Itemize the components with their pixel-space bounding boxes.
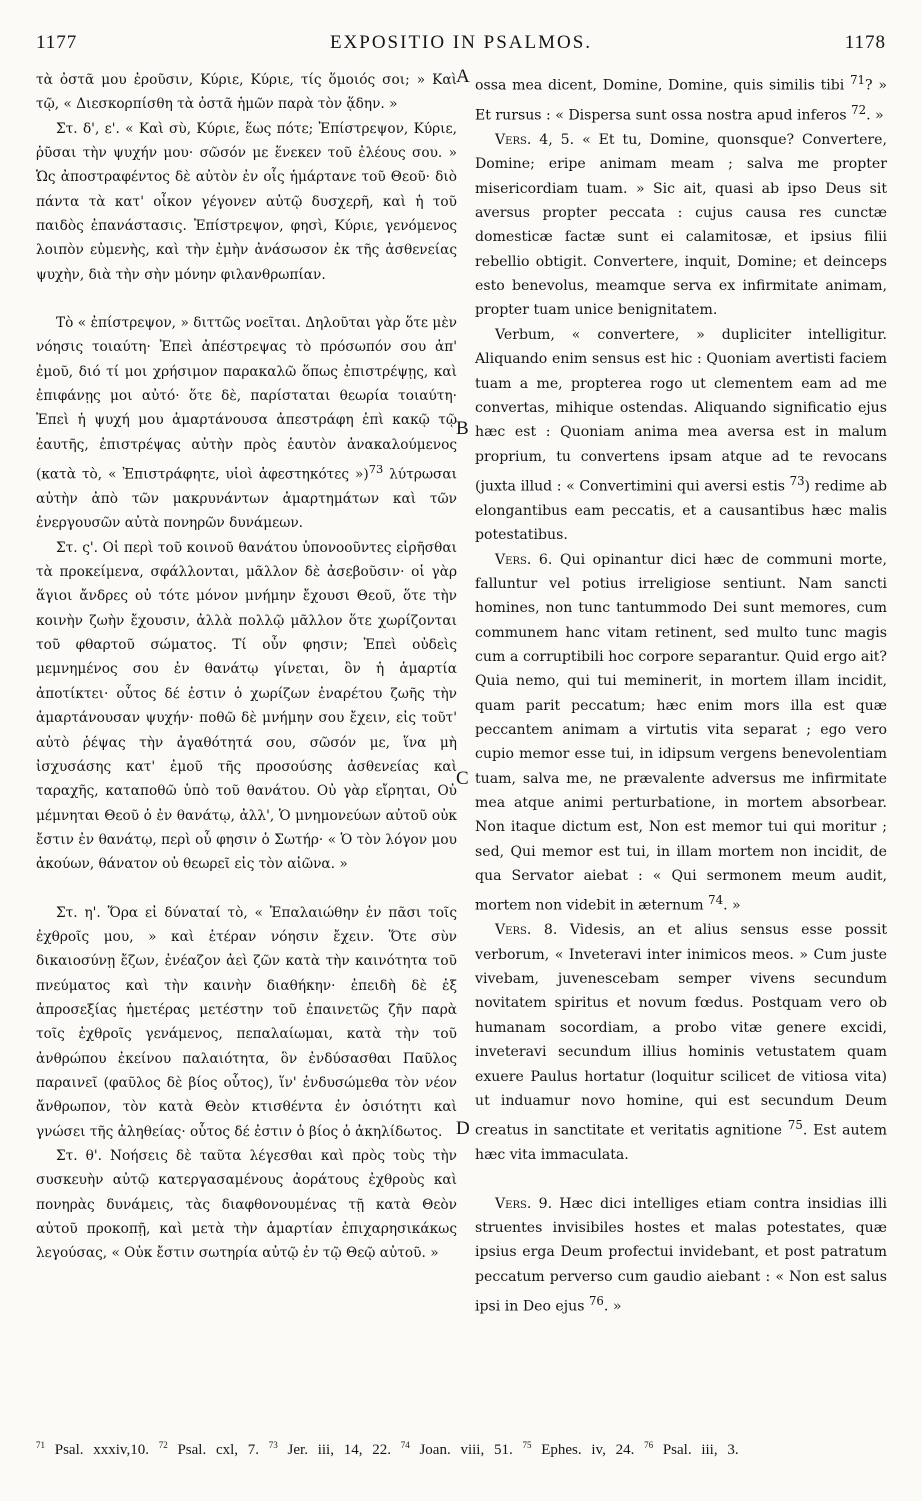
greek-paragraph (36, 311, 457, 536)
verse-label: Vers. 8. (495, 922, 558, 939)
margin-marker: B (456, 418, 469, 439)
latin-text: ? » Et rursus : « Dispersa sunt ossa nostra apud inferos (475, 77, 887, 124)
latin-text: . » (866, 107, 884, 124)
footnote-number: 72 (158, 1440, 168, 1450)
footnote-ref: 74 (708, 893, 724, 908)
latin-text: « Et tu, Domine, quonsque? Convertere, Domine; eripe animam meam ; salva me propter misericordiam tuam. » Sic ait, quasi ab ipso Deus sit aversus propter peccata : cujus causa res cunctæ domesticæ factæ sunt ei calamitosæ, et ipsius filii rebellio obtigit. Convertere, inquit, Domine; et deinceps esto benevolus, meamque serva ex infirmitate animam, propter tuam unice benignitatem. (475, 132, 887, 319)
margin-marker: A (456, 66, 470, 87)
latin-paragraph (475, 918, 887, 1167)
greek-paragraph: Στ. η'. Ὅρα εἰ δύναταί τὸ, « Ἐπαλαιώθην ἐν πᾶσι τοῖς ἐχθροῖς μου, » καὶ ἑτέραν νόησιν ἔχειν. Ὅτε σὺν δικαιοσύνῃ ἔζων, ἐνέαζον ἀεὶ ζῶν κατὰ τὴν καινότητα τοῦ πνεύματος καὶ τὴν καινὴν διαθήκην· ἐπειδὴ δὲ ἐξ ἀπροσεξίας ἡμετέρας μετέστην τοῦ ἐπαινετῶς ζῆν παρὰ τοῖς ἐχθροῖς γενάμενος, πεπαλαίωμαι, κατὰ τὴν τοῦ ἀνθρώπου ἐκείνου παλαιότητα, ὃν ἐνδύσασθαι Παῦλος παραινεῖ (φαῦλος δὲ βίος οὗτος), ἵν' ἐνδυσώμεθα τὸν νέον ἄνθρωπον, τὸν κατὰ Θεὸν κτισθέντα ἐν ὁσιότητι καὶ γνώσει τῆς ἀληθείας· οὗτος δέ ἐστιν ὁ βίος ὁ ἀκηλίδωτος. (36, 904, 457, 1140)
footnote-number: 71 (36, 1440, 45, 1450)
latin-text: . Est autem hæc vita immaculata. (475, 1122, 887, 1164)
footnote (522, 1442, 634, 1458)
verse-label: Vers. 4, 5. (495, 132, 575, 149)
footnote-ref: 76 (588, 1293, 604, 1308)
footnote (159, 1442, 259, 1458)
footnote-reference: Joan. viii, 51. (419, 1442, 513, 1458)
verse-label: Vers. 9. (495, 1195, 553, 1212)
latin-column (475, 68, 887, 1319)
verse-label: Vers. 6. (495, 551, 553, 568)
greek-paragraph: τὰ ὀστᾶ μου ἐροῦσιν, Κύριε, Κύριε, τίς ὅμοιός σοι; » Καὶ τῷ, « Διεσκορπίσθη τὰ ὀστᾶ ἡμῶν παρὰ τὸν ᾅδην. » (36, 72, 457, 113)
margin-marker: C (456, 768, 469, 789)
latin-text: Hæc dici intelliges etiam contra insidias illi struentes invisibiles hostes et malas potestates, quæ ipsius erga Deum profectui invidebant, et post patratum peccatum perverso cum gaudio aiebant : « Non est salus ipsi in Deo ejus (475, 1195, 887, 1315)
footnote-ref: 73 (368, 462, 384, 477)
footnote-number: 74 (400, 1440, 410, 1450)
latin-text: . » (603, 1298, 622, 1315)
latin-text: . » (723, 898, 741, 915)
footnote-number: 73 (268, 1440, 278, 1450)
latin-paragraph (475, 68, 887, 128)
footnote-reference: Psal. iii, 3. (662, 1442, 739, 1458)
greek-paragraph: Στ. δ', ε'. « Καὶ σὺ, Κύριε, ἕως πότε; Ἐπίστρεψον, Κύριε, ῥῦσαι τὴν ψυχήν μου· σῶσόν με ἕνεκεν τοῦ ἐλέους σου. » Ὡς ἀποστραφέντος δὲ αὐτὸν ἐν οἷς ἡμάρτανε τοῦ Θεοῦ· διὸ πάντα τὰ κατ' οἶκον γέγονεν αὐτῷ δυσχερῆ, καὶ ἡ τοῦ παιδὸς ἐπανάστασις. Ἐπίστρεψον, φησὶ, Κύριε, γενόμενος λοιπὸν εὐμενὴς, καὶ τὴν ἐμὴν ἀνάσωσον ἐκ τῆς ἀσθενείας ψυχὴν, διὰ τὴν σὴν μόνην φιλανθρωπίαν. (36, 120, 457, 283)
greek-text: Τὸ « ἐπίστρεψον, » διττῶς νοεῖται. Δηλοῦται γὰρ ὅτε μὲν νόησις τοιαύτη· Ἐπεὶ ἀπέστρεψας τὸ πρόσωπόν σου ἀπ' ἐμοῦ, διό τί μοι χρήσιμον παρακαλῶ ὅπως ἐπιστρέψῃς, καὶ ἐπιφάνῃς μοι αὐτό· ὅτε δὲ, παρίσταται θεωρία τοιαύτη· Ἐπεὶ ἡ ψυχή μου ἁμαρτάνουσα ἀπεστράφη ἐπὶ κακῷ τῷ ἑαυτῆς, ἐπιστρέψας αὐτὴν πρὸς ἑαυτὸν ἀνακαλούμενος (κατὰ τὸ, « Ἐπιστράφητε, υἱοὶ ἀφεστηκότες ») (36, 315, 457, 483)
footnote-reference: Jer. iii, 14, 22. (287, 1442, 391, 1458)
footnote-ref: 72 (851, 103, 867, 118)
latin-text: Qui opinantur dici hæc de communi morte, falluntur vel potius irreligiose sentiunt. Nam sancti homines, non tunc tantummodo Dei sunt memores, cum communem hanc vitam retinent, sed multo tunc magis cum a corruptibili hoc corpore separantur. Quid ergo ait? Quia nemo, qui tui meminerit, in mortem illam incidit, quam parit peccatum; hæc enim mors illa est quæ peccantem animam a virtutis vita separat ; ego vero cupio memor esse tui, in idipsum vergens benevolentiam tuam, salva me, ne prævalente adversus me infirmitate mea atque animi perturbatione, in mortem absorbear. Non itaque dictum est, Non est memor tui qui moritur ; sed, Qui memor est tui, in illam mortem non incidit, de qua Servator aiebat : « Qui sermonem meum audit, mortem non videbit in æternum (475, 551, 887, 915)
greek-column (36, 68, 457, 1266)
footnote (269, 1442, 391, 1458)
greek-paragraph: Στ. ς'. Οἱ περὶ τοῦ κοινοῦ θανάτου ὑπονοοῦντες εἰρῆσθαι τὰ προκείμενα, σφάλλονται, μᾶλλον δὲ ἀσεβοῦσιν· οἱ γὰρ ἅγιοι ἄνδρες οὐ τότε μόνον μνήμην ἔχουσι Θεοῦ, ὅτε τὴν κοινὴν ζωὴν ἔχουσιν, ἀλλὰ πολλῷ μᾶλλον ὅτε χωρίζονται τοῦ φθαρτοῦ σώματος. Τί οὖν φησιν; Ἐπεὶ οὐδεὶς μεμνημένος σου ἐν θανάτῳ γίνεται, ὃν ἡ ἁμαρτία ἀποτίκτει· οὗτος δέ ἐστιν ὁ χωρίζων ἐναρέτου ζωῆς τὴν ἁμαρτάνουσαν ψυχήν· ποθῶ δὲ μνήμην σου ἔχειν, εἰς τοῦτ' αὐτὸ ῥέψας τὴν ἀγαθότητά σου, σῶσόν με, ἵνα μὴ ἰσχυσάσης κατ' ἐμοῦ τῆς προσούσης ἀσθενείας καὶ ταραχῆς, καταποθῶ ὑπὸ τοῦ θανάτου. Οὐ γὰρ εἴρηται, Οὐ μέμνηται Θεοῦ ὁ ἐν θανάτῳ, ἀλλ', Ὁ μνημονεύων αὐτοῦ οὐκ ἔστιν ἐν θανάτῳ, περὶ οὗ φησιν ὁ Σωτήρ· « Ὁ τὸν λόγον μου ἀκούων, θάνατον οὐ θεωρεῖ εἰς τὸν αἰῶνα. » (36, 539, 457, 873)
latin-paragraph (475, 548, 887, 919)
running-title: EXPOSITIO IN PSALMOS. (329, 32, 593, 53)
latin-text: ossa mea dicent, Domine, Domine, quis similis tibi (475, 77, 845, 94)
footnote-reference: Psal. cxl, 7. (177, 1442, 260, 1458)
latin-paragraph (475, 1192, 887, 1319)
footnote-reference: Ephes. iv, 24. (541, 1442, 635, 1458)
footnotes (36, 1434, 886, 1461)
footnote-ref: 71 (850, 73, 866, 87)
page-header (36, 32, 886, 58)
latin-text: Videsis, an et alius sensus esse possit verborum, « Inveteravi inter inimicos meos. » Cum juste vivebam, juvenescebam semper vivens secundum novitatem spiritus et novum fœdus. Postquam vero ob humanam socordiam, a probo vitæ genere excidi, inveteravi secundum illius hominis vetustatem quam exuere Paulus hortatur (loquitur scilicet de vitiosa vita) ut induamur novo homine, qui est secundum Deum creatus in sanctitate et veritatis agnitione (475, 922, 888, 1139)
footnote-reference: Psal. xxxiv,10. (54, 1442, 149, 1458)
footnote-ref: 75 (787, 1118, 803, 1133)
greek-paragraph: Στ. θ'. Νοήσεις δὲ ταῦτα λέγεσθαι καὶ πρὸς τοὺς τὴν συσκευὴν αὐτῷ κατεργασαμένους ἀοράτους ἐχθροὺς καὶ πονηρὰς δυνάμεις, τὰς διαφθονουμένας τῇ κατὰ Θεὸν αὐτοῦ προκοπῇ, καὶ μετὰ τὴν ἁμαρτίαν ἐπιχαρησικάκως λεγούσας, « Οὐκ ἔστιν σωτηρία αὐτῷ ἐν τῷ Θεῷ αὐτοῦ. » (36, 1148, 457, 1262)
page-number-right: 1178 (844, 32, 886, 53)
latin-paragraph (475, 323, 887, 548)
footnote-number: 76 (644, 1440, 654, 1450)
footnote (644, 1442, 739, 1458)
footnote-number: 75 (522, 1440, 532, 1450)
latin-paragraph (475, 128, 887, 323)
latin-text: Verbum, « convertere, » dupliciter intelligitur. Aliquando enim sensus est hic : Quoniam avertisti faciem tuam a me, propterea rogo ut clementem eam ad me convertas, mihique ostendas. Aliquando significatio ejus hæc est : Quoniam anima mea aversa est in malum proprium, tu convertens ipsam atque ad te revocans (juxta illud : « Convertimini qui aversi estis (475, 326, 887, 495)
greek-text: λύτρωσαι αὐτὴν ἀπὸ τῶν μακρυνάντων ἁμαρτημάτων καὶ τῶν ἐνεργουσῶν αὐτὰ πονηρῶν δυνάμεων. (36, 466, 457, 532)
footnote (36, 1442, 149, 1458)
footnote-ref: 73 (789, 473, 805, 488)
footnote (401, 1442, 513, 1458)
margin-marker: D (456, 1118, 470, 1139)
page-number-left: 1177 (36, 32, 78, 53)
latin-text: ) redime ab elongantibus eam peccatis, et a causantibus hæc malis potestatibus. (475, 478, 887, 544)
